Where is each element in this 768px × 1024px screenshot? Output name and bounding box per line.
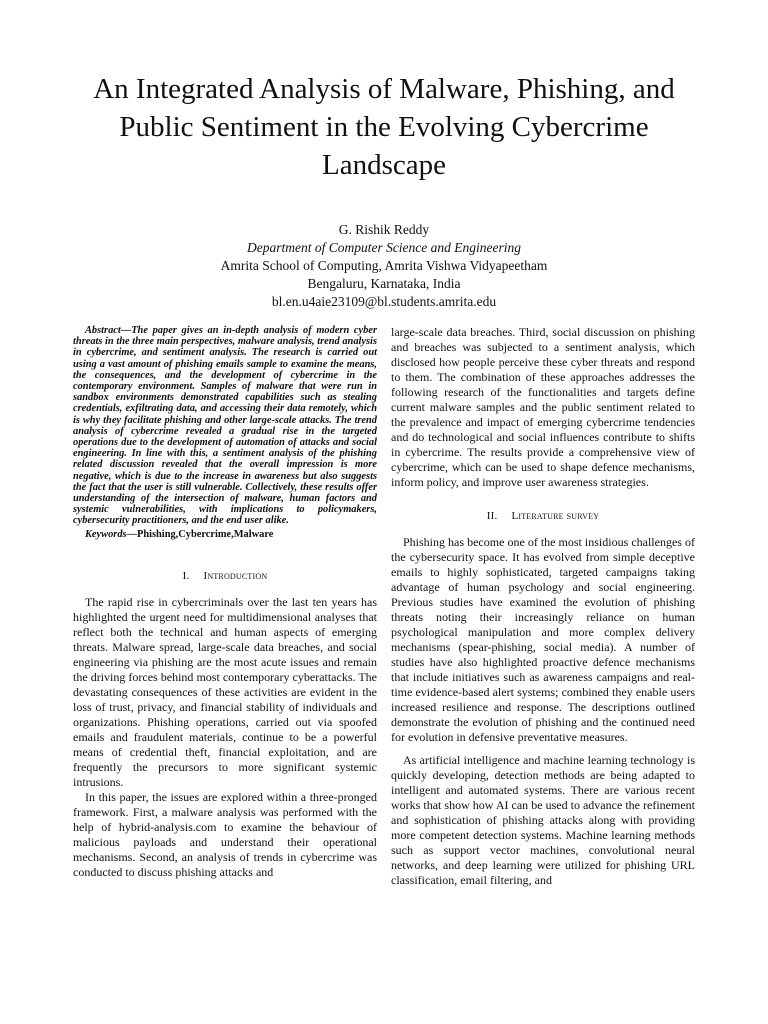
lit-paragraph-1: Phishing has become one of the most insidious challenges of the cybersecurity space. It has evolved from simple deceptive emails to highly sophisticated, targeted campaigns taking advantage of human psychology and social engineering. Previous studies have examined the evolution of phishing threats noting their increasingly reliance on human psychological manipulation and more complex delivery mechanisms (spear-phishing, social media). A number of studies have also highlighted proactive defence mechanisms that include initiatives such as awareness campaigns and real-time evidence-based alert systems; combined they enable users increased resilience and response. The descriptions outlined demonstrate the evolution of phishing and the continued need for evolution in defensive preventative measures.: [391, 535, 695, 744]
intro-paragraph-1: The rapid rise in cybercriminals over the last ten years has highlighted the urgent need for multidimensional analyses that reflect both the technical and human aspects of emerging threats. Malware spread, large-scale data breaches, and social engineering via phishing are the most acute issues and remain the driving forces behind most contemporary cyberattacks. The devastating consequences of these activities are evident in the loss of trust, privacy, and financial stability of individuals and organizations. Phishing operations, carried out via spoofed emails and fraudulent materials, continue to be a powerful means of credential theft, financial exploitation, and are frequently the precursors to more significant systemic intrusions.: [73, 594, 377, 789]
abstract-text: —The paper gives an in-depth analysis of modern cyber threats in the three main perspectives, malware analysis, trend analysis in cybercrime, and sentiment analysis. The research is carried out using a vast amount of phishing emails sample to examine the means, the consequences, and the development of cybercrime in the contemporary environment. Samples of malware that were run in sandbox environments demonstrated capabilities such as stealing credentials, exfiltrating data, and accessing their data remotely, which is why they facilitate phishing and other large-scale attacks. The trend analysis of cybercrime revealed a gradual rise in the targeted operations due to the development of automation of attacks and social engineering. In line with this, a sentiment analysis of the phishing related discussion revealed that the overall impression is more negative, which is due to the increase in awareness but also suggests the fact that the user is still vulnerable. Collectively, these results offer understanding of the intersection of malware, human factors and systemic vulnerabilities, with implications to policymakers, cybersecurity practitioners, and the end user alike.: [73, 325, 377, 527]
author-location: Bengaluru, Karnataka, India: [307, 276, 461, 291]
author-school: Amrita School of Computing, Amrita Vishwa Vidyapeetham: [220, 258, 548, 273]
author-block: [40, 221, 728, 311]
title-line: Landscape: [322, 149, 446, 181]
title-line: An Integrated Analysis of Malware, Phishing, and: [93, 73, 675, 105]
abstract: [73, 325, 377, 527]
left-column: [73, 325, 377, 880]
section-title: Introduction: [203, 569, 268, 582]
author-email: bl.en.u4aie23109@bl.students.amrita.edu: [271, 294, 497, 309]
section-heading-literature-survey: [391, 509, 695, 524]
right-column: [391, 325, 695, 888]
lit-paragraph-2: As artificial intelligence and machine learning technology is quickly developing, detection methods are being adapted to intelligent and automated systems. There are various recent works that show how AI can be used to advance the refinement and sophistication of phishing attacks along with providing more competent detection systems. Machine learning methods such as support vector machines, convolutional neural networks, and deep learning were utilized for phishing URL classification, email filtering, and: [391, 753, 695, 887]
paper-title: [40, 70, 728, 184]
author-name: G. Rishik Reddy: [338, 222, 430, 237]
keywords-text: —Phishing,Cybercrime,Malware: [126, 528, 274, 540]
intro-paragraph-2: In this paper, the issues are explored within a three-pronged framework. First, a malware analysis was performed with the help of hybrid-analysis.com to examine the behaviour of malicious payloads and understand their operational mechanisms. Second, an analysis of trends in cybercrime was conducted to discuss phishing attacks and: [73, 789, 377, 879]
section-number: II.: [486, 510, 498, 522]
author-department: Department of Computer Science and Engineering: [246, 240, 522, 255]
section-heading-introduction: [73, 569, 377, 584]
title-line: Public Sentiment in the Evolving Cybercrime: [119, 111, 649, 143]
keywords-label: Keywords: [85, 528, 127, 540]
abstract-label: Abstract: [85, 325, 121, 336]
keywords: [73, 529, 377, 541]
intro-paragraph-2-continued: large-scale data breaches. Third, social discussion on phishing and breaches was subjected to a sentiment analysis, which disclosed how people perceive these cyber threats and respond to them. The combination of these approaches addresses the following research of the functionalities and targets define current malware samples and the public sentiment related to the prevalence and impact of emerging cybercrime tendencies and do technological and social influences contribute to shifts in cybercrime. The results provide a comprehensive view of cybercrime, which can be used to shape defence mechanisms, inform policy, and improve user awareness strategies.: [391, 325, 695, 489]
section-number: I.: [182, 569, 190, 582]
section-title: Literature survey: [511, 510, 600, 522]
